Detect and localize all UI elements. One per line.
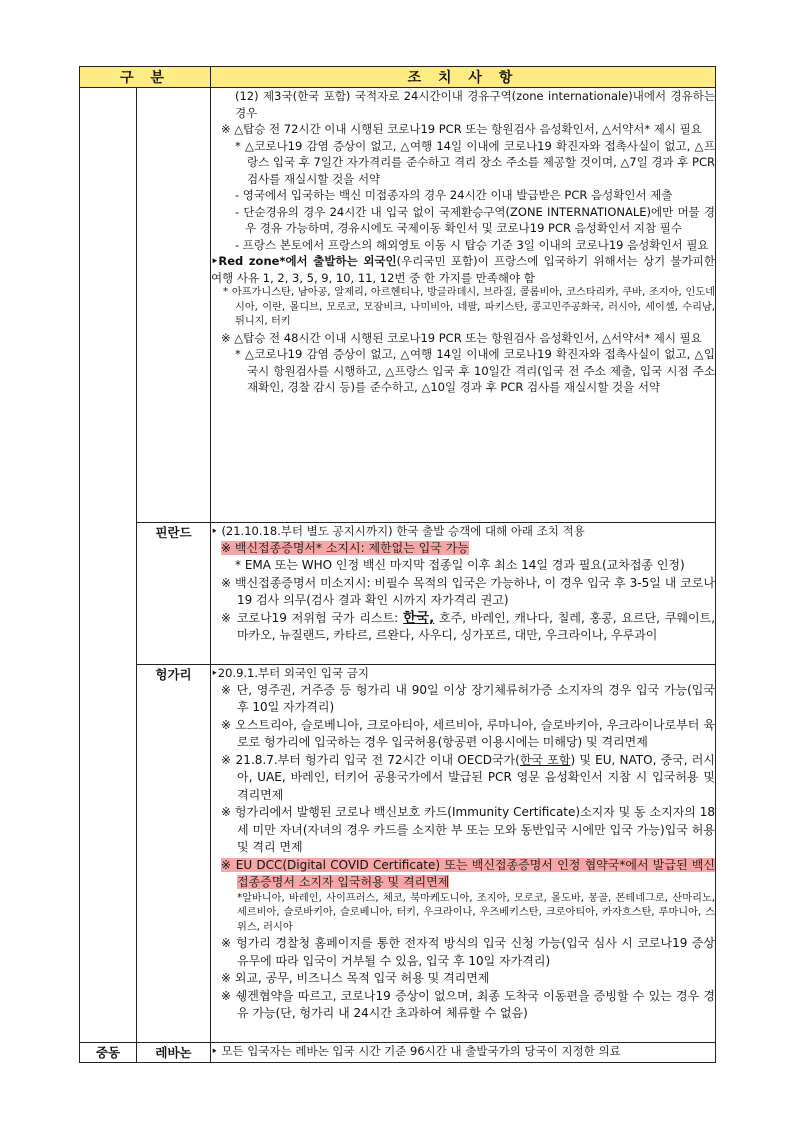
finland-low-risk-rest: 호주, 바레인, 캐나다, 칠레, 홍콩, 요르단, 쿠웨이트, 마카오, 뉴질랜드, 카타르, 르완다, 사우디, 싱가포르, 대만, 우크라이나, 우루과이 — [237, 610, 716, 642]
measures-lebanon — [211, 1043, 716, 1063]
finland-low-risk-prefix: ※ 코로나19 저위험 국가 리스트: — [221, 610, 404, 625]
hungary-eu-dcc-highlight: ※ EU DCC(Digital COVID Certificate) 또는 백신접종증명서 인정 협약국*에서 발급된 백신접종증명서 소지자 입국허용 및 격리면제 — [221, 857, 715, 889]
country-cell-france-continued — [137, 88, 211, 523]
finland-vaccinated — [221, 540, 715, 558]
finland-low-risk-list — [221, 610, 715, 645]
row-lebanon — [80, 1043, 716, 1063]
finland-vaccinated-highlight: ※ 백신접종증명서* 소지시: 제한없는 입국 가능 — [221, 540, 469, 555]
country-hungary: 헝가리 — [137, 665, 211, 1043]
header-measures: 조 치 사 항 — [211, 67, 716, 88]
hungary-agreement-countries: *알바니아, 바레인, 사이프러스, 체코, 북마케도니아, 조지아, 모로코, 몰도바, 몽골, 몬테네그로, 산마리노, 세르비아, 슬로바키아, 슬로베니아, 터키, 우크라이나, 우즈베키스탄, 크로아티아, 카자흐스탄, 루마니아, 스위스, 러시아 — [237, 892, 715, 933]
france-star-pledge: * △코로나19 감염 증상이 없고, △여행 14일 이내에 코로나19 확진자와 접촉사실이 없고, △프랑스 입국 후 7일간 자가격리를 준수하고 격리 장소 주소를 제공할 것이며, △7일 경과 후 PCR 검사를 재실시할 것을 서약 — [235, 138, 715, 186]
france-dash-transit: - 단순경유의 경우 24시간 내 입국 없이 국제환승구역(ZONE INTERNATIONALE)에만 머물 경우 경유 가능하며, 경유시에도 국제이동 확인서 및 코로나19 PCR 음성확인서 지참 필수 — [235, 204, 715, 235]
france-red-zone — [211, 253, 715, 286]
hungary-police-application: ※ 헝가리 경찰청 홈페이지를 통한 전자적 방식의 입국 신청 가능(입국 심사 시 코로나19 증상 유무에 따라 입국이 거부될 수 있음, 입국 후 10일 자가격리) — [221, 936, 715, 968]
measures-finland — [211, 523, 716, 665]
country-finland: 핀란드 — [137, 523, 211, 665]
finland-unvaccinated: ※ 백신접종증명서 미소지시: 비필수 목적의 입국은 가능하나, 이 경우 입국 후 3-5일 내 코로나19 검사 의무(검사 결과 확인 시까지 자가격리 권고) — [221, 575, 715, 607]
entry-measures-table — [79, 66, 716, 1063]
finland-low-risk-korea: 한국, — [403, 609, 435, 626]
france-red-zone-bold: ‣Red zone*에서 출발하는 외국인 — [211, 254, 397, 268]
finland-measure-intro: ‣ (21.10.18.부터 별도 공지시까지) 한국 출발 승객에 대해 아래 조치 적용 — [211, 524, 585, 538]
hungary-schengen-transit: ※ 쉥겐협약을 따르고, 코로나19 증상이 없으며, 최종 도착국 이동편을 증빙할 수 있는 경우 경유 가능(단, 헝가리 내 24시간 초과하여 체류할 수 없음) — [221, 988, 715, 1020]
measures-hungary — [211, 665, 716, 1043]
hungary-official-purpose: ※ 외교, 공무, 비즈니스 목적 입국 허용 및 격리면제 — [221, 971, 490, 985]
table-header-row — [80, 67, 716, 88]
region-middle-east: 중동 — [80, 1043, 137, 1063]
hungary-pcr-oecd — [221, 752, 715, 805]
hungary-eu-dcc — [221, 857, 715, 892]
hungary-immunity-card: ※ 헝가리에서 발행된 코로나 백신보호 카드(Immunity Certificate)소지자 및 동 소지자의 18세 미만 자녀(자녀의 경우 카드를 소지한 부 또는 모와 동반입국 시에만 입국 가능)입국 허용 및 격리 면제 — [221, 805, 715, 854]
hungary-entry-ban: ‣20.9.1.부터 외국인 입국 금지 — [211, 666, 369, 680]
header-category: 구 분 — [80, 67, 211, 88]
measures-france-continued — [211, 88, 716, 523]
france-note-test: ※ △탑승 전 72시간 이내 시행된 코로나19 PCR 또는 항원검사 음성확인서, △서약서* 제시 필요 — [221, 122, 702, 136]
france-red-zone-list: * 아프가니스탄, 남아공, 알제리, 아르헨티나, 방글라데시, 브라질, 콜롬비아, 코스타리카, 쿠바, 조지아, 인도네시아, 이란, 몰디브, 모로코, 모잠비크, 나미비아, 네팔, 파키스탄, 콩고민주공화국, 러시아, 세이셸, 수리남, 튀니지, 터키 — [223, 287, 715, 327]
france-red-zone-rest: (우리국민 포함)이 프랑스에 입국하기 위해서는 상기 불가피한 여행 사유 1, 2, 3, 5, 9, 10, 11, 12번 중 한 가지를 만족해야 함 — [211, 254, 715, 285]
hungary-pcr-rest: ) 및 EU, NATO, 중국, 러시아, UAE, 바레인, 터키어 공용국가에서 발급된 PCR 영문 음성확인서 지참 시 입국허용 및 격리면제 — [237, 752, 715, 802]
france-item-12: (12) 제3국(한국 포함) 국적자로 24시간이내 경유구역(zone internationale)내에서 경유하는 경우 — [235, 89, 715, 120]
hungary-pcr-prefix: ※ 21.8.7.부터 헝가리 입국 전 72시간 이내 OECD국가( — [221, 752, 520, 767]
france-dash-overseas: - 프랑스 본토에서 프랑스의 해외영토 이동 시 탑승 기준 3일 이내의 코로나19 음성확인서 필요 — [235, 237, 709, 252]
region-cell-europe — [80, 88, 137, 1043]
row-france-continued — [80, 88, 716, 523]
lebanon-measure: ‣ 모든 입국자는 레바논 입국 시간 기준 96시간 내 출발국가의 당국이 지정한 의료 — [211, 1044, 621, 1058]
country-lebanon: 레바논 — [137, 1043, 211, 1063]
france-star-pledge-10d: * △코로나19 감염 증상이 없고, △여행 14일 이내에 코로나19 확진자와 접촉사실이 없고, △입국시 항원검사를 시행하고, △프랑스 입국 후 10일간 격리(입국 전 주소 제출, 입국 시점 주소 재확인, 경찰 감시 등)를 준수하고, △10일 경과 후 PCR 검사를 재실시할 것을 서약 — [235, 347, 715, 394]
row-hungary — [80, 665, 716, 1043]
france-dash-uk: - 영국에서 입국하는 백신 미접종자의 경우 24시간 이내 발급받은 PCR 음성확인서 제출 — [235, 188, 673, 202]
hungary-residence-permit: ※ 단, 영주권, 거주증 등 헝가리 내 90일 이상 장기체류허가증 소지자의 경우 입국 가능(입국 후 10일 자가격리) — [221, 682, 715, 714]
hungary-pcr-korea: 한국 포함 — [519, 752, 571, 767]
row-finland — [80, 523, 716, 665]
finland-vaccine-note: * EMA 또는 WHO 인정 백신 마지막 접종일 이후 최소 14일 경과 필요(교차접종 인정) — [235, 558, 685, 572]
france-note-test-48h: ※ △탑승 전 48시간 이내 시행된 코로나19 PCR 또는 항원검사 음성확인서, △서약서* 제시 필요 — [221, 330, 702, 345]
hungary-land-border: ※ 오스트리아, 슬로베니아, 크로아티아, 세르비아, 루마니아, 슬로바키아, 우크라이나로부터 육로로 헝가리에 입국하는 경우 입국허용(항공편 이용시에는 미해당) 및 격리면제 — [221, 717, 715, 749]
